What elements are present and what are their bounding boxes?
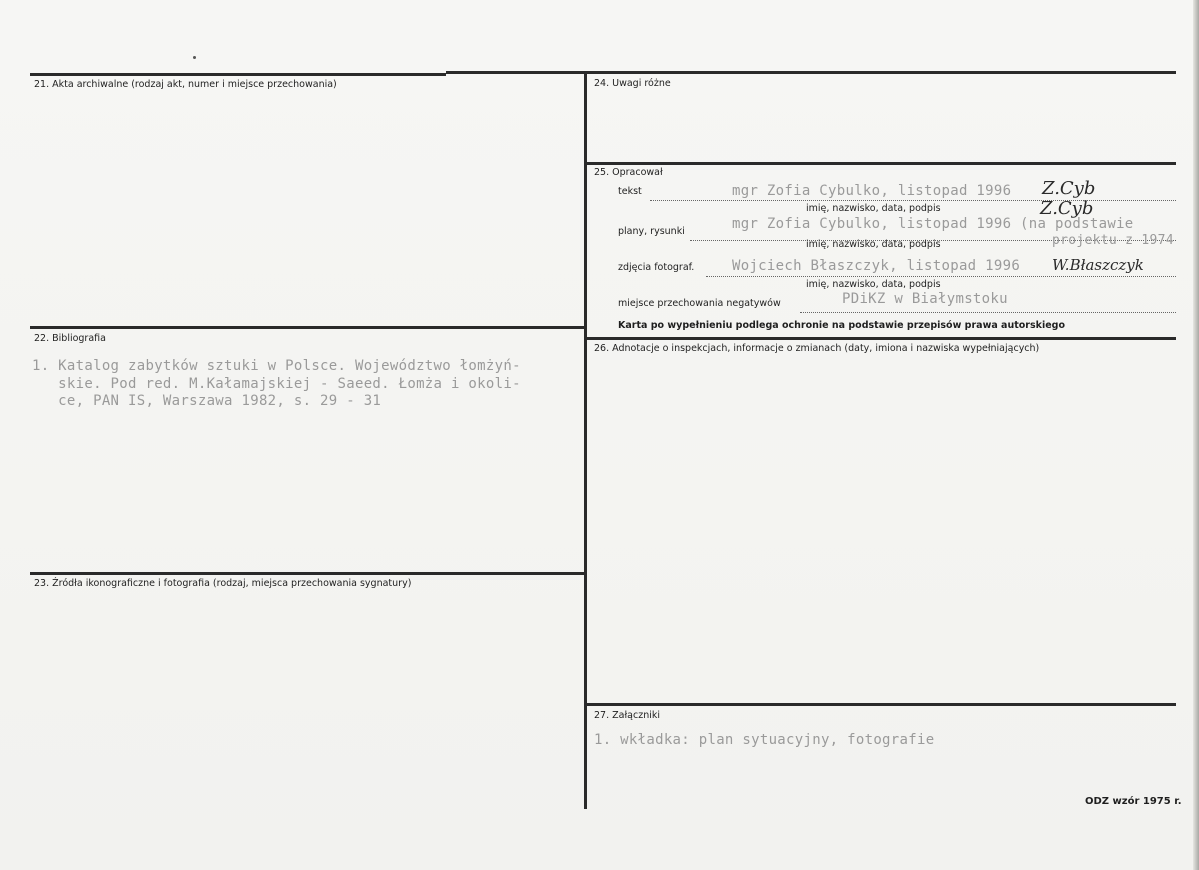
rule-22	[30, 326, 586, 329]
top-rule-right	[446, 71, 1176, 74]
plany-signature: Z.Cyb	[1040, 198, 1094, 219]
section-21-label: 21. Akta archiwalne (rodzaj akt, numer i miejsce przechowania)	[34, 79, 337, 90]
bibliography-line-2: skie. Pod red. M.Kałamajskiej - Saeed. Łomża i okoli-	[32, 376, 521, 392]
section-26-label: 26. Adnotacje o inspekcjach, informacje o zmianach (daty, imiona i nazwiska wypełniających)	[594, 343, 1040, 354]
top-rule-left	[30, 73, 446, 76]
bibliography-line-1: 1. Katalog zabytków sztuki w Polsce. Województwo łomżyń-	[32, 358, 521, 374]
section-22-label: 22. Bibliografia	[34, 333, 106, 344]
zdjecia-caption: imię, nazwisko, data, podpis	[806, 279, 941, 290]
negatywy-value: PDiKZ w Białymstoku	[842, 291, 1008, 307]
card-edge	[1193, 0, 1199, 870]
rule-25	[586, 162, 1176, 165]
center-divider	[584, 71, 587, 809]
attachment-item-1: 1. wkładka: plan sytuacyjny, fotografie	[594, 732, 935, 748]
rule-23	[30, 572, 586, 575]
form-identifier: ODZ wzór 1975 r.	[1085, 796, 1182, 807]
section-24-label: 24. Uwagi różne	[594, 78, 671, 89]
copyright-note: Karta po wypełnieniu podlega ochronie na podstawie przepisów prawa autorskiego	[618, 320, 1065, 331]
negatywy-line	[800, 312, 1176, 313]
tekst-value: mgr Zofia Cybulko, listopad 1996	[732, 183, 1012, 199]
plany-caption: imię, nazwisko, data, podpis	[806, 239, 941, 250]
tekst-label: tekst	[618, 186, 642, 197]
section-25-label: 25. Opracował	[594, 167, 663, 178]
zdjecia-label: zdjęcia fotograf.	[618, 262, 695, 273]
section-23-label: 23. Źródła ikonograficzne i fotografia (rodzaj, miejsca przechowania sygnatury)	[34, 578, 412, 589]
tekst-line	[650, 200, 1176, 201]
rule-27	[586, 703, 1176, 706]
tekst-caption: imię, nazwisko, data, podpis	[806, 203, 941, 214]
tekst-signature: Z.Cyb	[1042, 178, 1096, 199]
plany-label: plany, rysunki	[618, 226, 685, 237]
negatywy-label: miejsce przechowania negatywów	[618, 298, 781, 309]
zdjecia-signature: W.Błaszczyk	[1052, 256, 1144, 274]
zdjecia-value: Wojciech Błaszczyk, listopad 1996	[732, 258, 1021, 274]
section-27-label: 27. Załączniki	[594, 710, 660, 721]
zdjecia-line	[706, 276, 1176, 277]
plany-value: mgr Zofia Cybulko, listopad 1996 (na podstawie	[732, 216, 1134, 232]
plany-value-continued: projektu z 1974	[1052, 233, 1174, 248]
speck-mark	[193, 56, 196, 59]
bibliography-line-3: ce, PAN IS, Warszawa 1982, s. 29 - 31	[32, 393, 382, 409]
rule-26	[586, 337, 1176, 340]
